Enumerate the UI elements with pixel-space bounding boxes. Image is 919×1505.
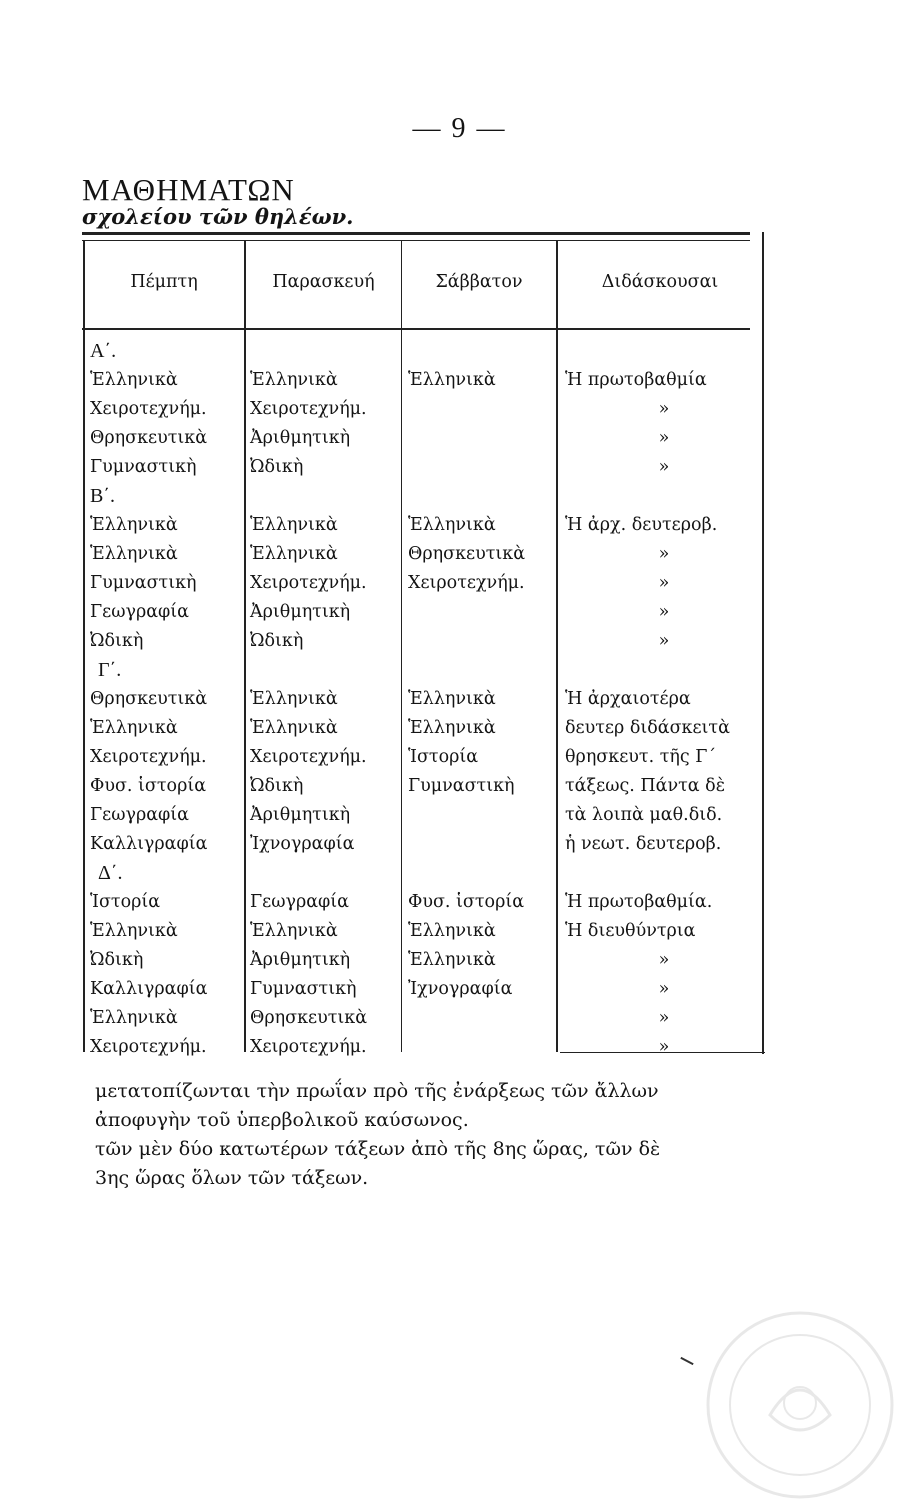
cell-teachers: ἡ νεωτ. δευτεροβ. [565,834,722,854]
cell-friday: Χειροτεχνήμ. [250,747,367,767]
footer-line: μετατοπίζωνται τὴν πρωΐαν πρὸ τῆς ἐνάρξεως τῶν ἄλλων [95,1080,659,1102]
cell-friday: Ἑλληνικὰ [250,689,338,709]
cell-thursday: Ἱστορία [90,892,161,912]
table-row [0,540,919,569]
cell-thursday: Φυσ. ἱστορία [90,776,207,796]
cell-thursday: Ἑλληνικὰ [90,1008,178,1028]
cell-friday: Ἀριθμητικὴ [250,950,351,970]
table-row [0,395,919,424]
table-top-rule [82,232,750,235]
cell-thursday: Ὠδικὴ [90,631,144,651]
cell-friday: Ἑλληνικὰ [250,515,338,535]
table-row [0,1033,919,1062]
cell-friday: Ὠδικὴ [250,776,304,796]
cell-teachers: δευτερ διδάσκειτὰ [565,718,730,738]
ditto-mark: » [658,1008,670,1028]
cell-teachers [565,975,755,1004]
university-seal-watermark [700,1305,900,1505]
table-row [0,801,919,830]
cell-thursday: Θρησκευτικὰ [90,689,208,709]
cell-thursday: Γυμναστικὴ [90,457,197,477]
cell-teachers: Ἡ διευθύντρια [565,921,696,941]
cell-teachers: θρησκευτ. τῆς Γ΄ [565,747,717,767]
ditto-mark: » [658,1037,670,1057]
class-label: Α΄. [90,340,117,362]
cell-teachers [565,946,755,975]
table-row [0,772,919,801]
cell-saturday: Ἑλληνικὰ [408,950,496,970]
header-cell-friday: Παρασκευή [272,272,375,292]
cell-teachers [565,395,755,424]
table-row [0,685,919,714]
table-row [0,743,919,772]
cell-thursday: Γυμναστικὴ [90,573,197,593]
ditto-mark: » [658,457,670,477]
cell-teachers [565,598,755,627]
table-row [0,917,919,946]
cell-saturday: Ἑλληνικὰ [408,515,496,535]
cell-thursday: Γεωγραφία [90,805,189,825]
cell-thursday: Χειροτεχνήμ. [90,1037,207,1057]
cell-thursday: Ἑλληνικὰ [90,370,178,390]
cell-thursday: Καλλιγραφία [90,834,208,854]
cell-friday: Χειροτεχνήμ. [250,399,367,419]
cell-saturday: Ἑλληνικὰ [408,689,496,709]
cell-teachers [565,453,755,482]
cell-friday: Γεωγραφία [250,892,349,912]
cell-thursday: Θρησκευτικὰ [90,428,208,448]
ditto-mark: » [658,544,670,564]
cell-thursday: Ὠδικὴ [90,950,144,970]
cell-thursday: Ἑλληνικὰ [90,544,178,564]
ditto-mark: » [658,573,670,593]
cell-teachers: Ἡ ἀρχ. δευτεροβ. [565,515,718,535]
cell-friday: Ἀριθμητικὴ [250,602,351,622]
table-row [0,627,919,656]
footer-line: τῶν μὲν δύο κατωτέρων τάξεων ἀπὸ τῆς 8ης ὥρας, τῶν δὲ [95,1138,661,1160]
cell-teachers [565,1033,755,1062]
cell-saturday: Ἱστορία [408,747,479,767]
ditto-mark: » [658,428,670,448]
header-cell-thursday: Πέμπτη [130,272,198,292]
cell-friday: Ἀριθμητικὴ [250,428,351,448]
table-row [0,366,919,395]
header-cell-saturday: Σάββατον [435,272,523,292]
ditto-mark: » [658,979,670,999]
cell-saturday: Ἑλληνικὰ [408,370,496,390]
table-row [0,975,919,1004]
table-row [0,946,919,975]
page-subheading: σχολείου τῶν θηλέων. [82,204,354,229]
header-cell-teachers: Διδάσκουσαι [601,272,719,292]
cell-thursday: Ἑλληνικὰ [90,921,178,941]
cell-friday: Θρησκευτικὰ [250,1008,368,1028]
header-bottom-rule [82,328,750,330]
table-row [0,569,919,598]
footer-line: 3ης ὥρας ὅλων τῶν τάξεων. [95,1167,369,1189]
cell-teachers [565,627,755,656]
page-number: — 9 — [412,113,507,144]
cell-thursday: Γεωγραφία [90,602,189,622]
ditto-mark: » [658,602,670,622]
cell-saturday: Ἑλληνικὰ [408,921,496,941]
cell-friday: Ἑλληνικὰ [250,718,338,738]
cell-saturday: Φυσ. ἱστορία [408,892,525,912]
table-row [0,830,919,859]
footer-line: ἀποφυγὴν τοῦ ὑπερβολικοῦ καύσωνος. [95,1109,469,1131]
cell-saturday: Γυμναστικὴ [408,776,515,796]
cell-teachers [565,569,755,598]
page-heading: ΜΑΘΗΜΑΤΩΝ [82,172,295,207]
class-label: Γ΄. [98,659,122,681]
cell-friday: Ὠδικὴ [250,631,304,651]
cell-thursday: Χειροτεχνήμ. [90,747,207,767]
cell-friday: Γυμναστικὴ [250,979,357,999]
table-row [0,714,919,743]
ditto-mark: » [658,399,670,419]
cell-teachers: Ἡ πρωτοβαθμία. [565,892,713,912]
cell-teachers [565,1004,755,1033]
table-row [0,453,919,482]
cell-teachers: τάξεως. Πάντα δὲ [565,776,726,796]
cell-saturday: Χειροτεχνήμ. [408,573,525,593]
cell-teachers: Ἡ πρωτοβαθμία [565,370,707,390]
cell-teachers [565,540,755,569]
table-row [0,424,919,453]
class-label: Δ΄. [98,862,123,884]
cell-thursday: Ἑλληνικὰ [90,515,178,535]
table-row [0,888,919,917]
cell-friday: Χειροτεχνήμ. [250,1037,367,1057]
cell-teachers [565,424,755,453]
cell-friday: Ἰχνογραφία [250,834,355,854]
cell-thursday: Ἑλληνικὰ [90,718,178,738]
stray-mark [680,1357,693,1365]
cell-teachers: τὰ λοιπὰ μαθ.διδ. [565,805,723,825]
cell-thursday: Καλλιγραφία [90,979,208,999]
cell-saturday: Θρησκευτικὰ [408,544,526,564]
cell-teachers: Ἡ ἀρχαιοτέρα [565,689,691,709]
table-top-rule-2 [82,240,750,241]
cell-friday: Ἑλληνικὰ [250,370,338,390]
cell-saturday: Ἰχνογραφία [408,979,513,999]
class-label: Β΄. [90,485,115,507]
cell-saturday: Ἑλληνικὰ [408,718,496,738]
table-row [0,1004,919,1033]
cell-friday: Ἀριθμητικὴ [250,805,351,825]
ditto-mark: » [658,631,670,651]
cell-friday: Ἑλληνικὰ [250,921,338,941]
cell-friday: Χειροτεχνήμ. [250,573,367,593]
cell-friday: Ἑλληνικὰ [250,544,338,564]
cell-friday: Ὠδικὴ [250,457,304,477]
footer-text [95,1077,765,1193]
ditto-mark: » [658,950,670,970]
cell-thursday: Χειροτεχνήμ. [90,399,207,419]
table-row [0,598,919,627]
table-row [0,511,919,540]
